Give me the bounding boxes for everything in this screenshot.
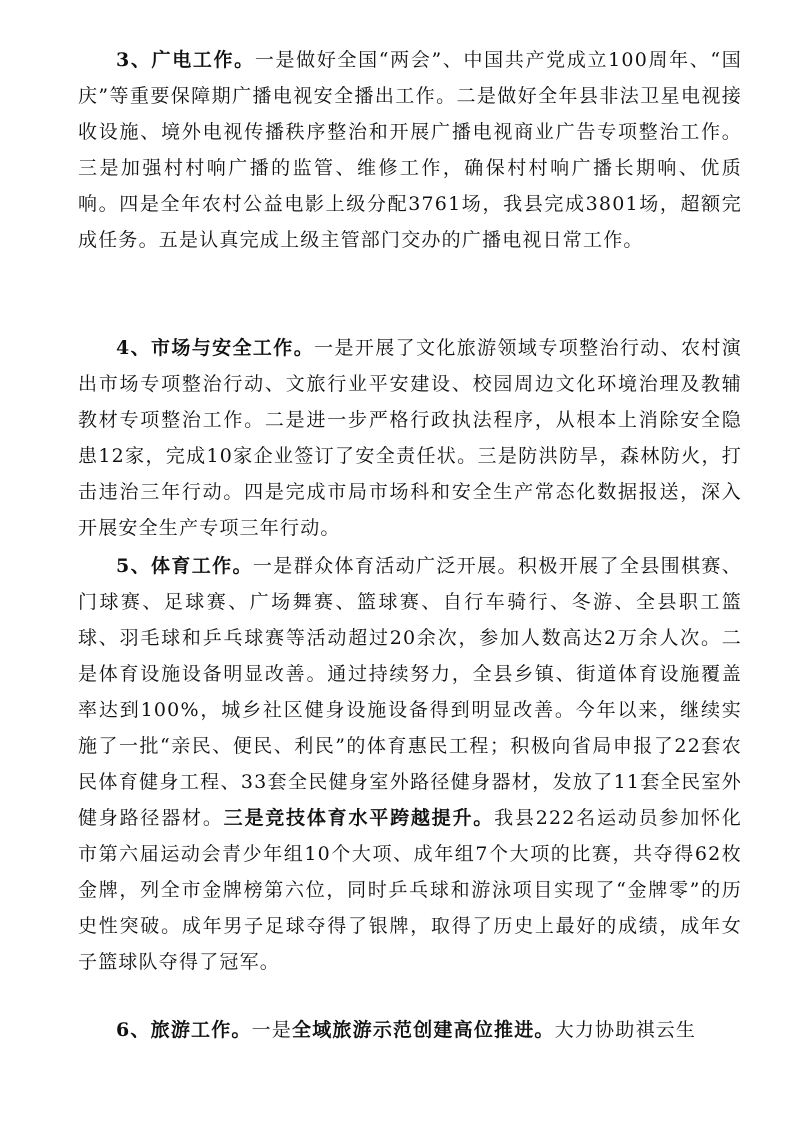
paragraph-heading: 5、体育工作。: [116, 555, 253, 577]
paragraph-market-safety-work: [78, 330, 742, 546]
paragraph-body-continued: 我县222名运动员参加怀化市第六届运动会青少年组10个大项、成年组7个大项的比赛，共夺得62枚金牌，列全市金牌榜第六位，同时乒乓球和游泳项目实现了“金牌零”的历史性突破。成年男子足球夺得了银牌，取得了历史上最好的成绩，成年女子篮球队夺得了冠军。: [78, 807, 742, 973]
paragraph-heading: 6、旅游工作。: [116, 1019, 252, 1041]
paragraph-tourism-work: [78, 1012, 742, 1048]
paragraph-subheading: 三是竞技体育水平跨越提升。: [223, 807, 495, 829]
paragraph-broadcasting-work: [78, 42, 742, 258]
paragraph-body: 一是开展了文化旅游领域专项整治行动、农村演出市场专项整治行动、文旅行业平安建设、校园周边文化环境治理及教辅教材专项整治工作。二是进一步严格行政执法程序，从根本上消除安全隐患12家，完成10家企业签订了安全责任状。三是防洪防旱，森林防火，打击违治三年行动。四是完成市局市场科和安全生产常态化数据报送，深入开展安全生产专项三年行动。: [78, 337, 742, 539]
paragraph-body: 一是群众体育活动广泛开展。积极开展了全县围棋赛、门球赛、足球赛、广场舞赛、篮球赛、自行车骑行、冬游、全县职工篮球、羽毛球和乒乓球赛等活动超过20余次，参加人数高达2万余人次。二是体育设施设备明显改善。通过持续努力，全县乡镇、街道体育设施覆盖率达到100%，城乡社区健身设施设备得到明显改善。今年以来，继续实施了一批“亲民、便民、利民”的体育惠民工程；积极向省局申报了22套农民体育健身工程、33套全民健身室外路径健身器材，发放了11套全民室外健身路径器材。: [78, 555, 742, 829]
paragraph-heading: 3、广电工作。: [116, 49, 255, 71]
paragraph-body-continued: 大力协助祺云生: [554, 1019, 697, 1041]
paragraph-heading: 4、市场与安全工作。: [116, 337, 315, 359]
paragraph-body: 一是做好全国“两会”、中国共产党成立100周年、“国庆”等重要保障期广播电视安全播出工作。二是做好全年县非法卫星电视接收设施、境外电视传播秩序整治和开展广播电视商业广告专项整治工作。三是加强村村响广播的监管、维修工作，确保村村响广播长期响、优质响。四是全年农村公益电影上级分配3761场，我县完成3801场，超额完成任务。五是认真完成上级主管部门交办的广播电视日常工作。: [78, 49, 743, 251]
paragraph-subheading: 全域旅游示范创建高位推进。: [292, 1019, 555, 1041]
paragraph-body: 一是: [251, 1019, 293, 1041]
paragraph-sports-work: [78, 548, 742, 980]
